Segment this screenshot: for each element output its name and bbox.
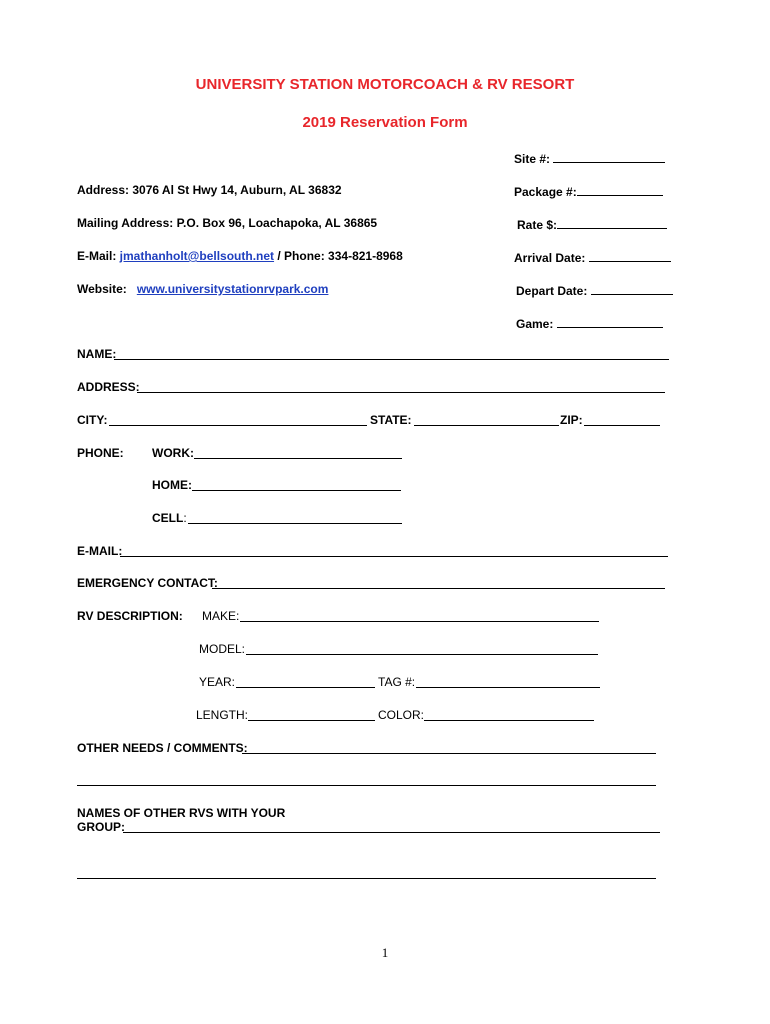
name-label: NAME: [77,347,117,361]
package-field [514,183,663,199]
model-label: MODEL: [199,642,246,656]
form-subtitle: 2019 Reservation Form [302,114,468,131]
page-number: 1 [381,945,389,960]
year-label: YEAR: [199,675,236,689]
tag-input[interactable] [416,687,600,688]
year-input[interactable] [236,687,375,688]
rate-field [517,216,667,232]
work-phone-input[interactable] [194,458,402,459]
mailing-address: Mailing Address: P.O. Box 96, Loachapoka, AL 36865 [77,216,378,230]
email-label: E-Mail: [77,249,120,263]
site-field [514,150,665,166]
site-input[interactable] [553,150,665,163]
home-phone-input[interactable] [192,490,401,491]
rv-description-label: RV DESCRIPTION: [77,609,183,623]
zip-input[interactable] [584,425,660,426]
package-input[interactable] [577,183,663,196]
game-field [516,315,663,331]
city-label: CITY: [77,413,108,427]
state-input[interactable] [414,425,559,426]
address-label: ADDRESS: [77,380,140,394]
arrival-date-input[interactable] [589,249,671,262]
email-input[interactable] [120,556,668,557]
name-input[interactable] [114,359,669,360]
other-needs-input-line-2[interactable] [77,785,656,786]
package-label: Package #: [514,185,577,199]
website-link[interactable]: www.universitystationrvpark.com [136,282,329,296]
zip-label: ZIP: [560,413,583,427]
game-input[interactable] [557,315,663,328]
phone-label: PHONE: [77,446,124,460]
depart-date-field [516,282,673,298]
make-label: MAKE: [202,609,240,623]
color-label: COLOR: [378,708,425,722]
email-field-label: E-MAIL: [77,544,123,558]
color-input[interactable] [424,720,594,721]
group-label: GROUP: [77,820,125,834]
work-label: WORK: [152,446,194,460]
game-label: Game: [516,317,554,331]
length-label: LENGTH: [196,708,249,722]
emergency-contact-input[interactable] [212,588,665,589]
make-input[interactable] [240,621,599,622]
cell-label: CELL: [152,511,187,525]
city-input[interactable] [109,425,367,426]
arrival-date-field [514,249,671,265]
cell-phone-input[interactable] [188,523,402,524]
email-phone-line [77,249,403,263]
website-label: Website: [77,282,127,296]
address-input[interactable] [137,392,665,393]
arrival-date-label: Arrival Date: [514,251,586,265]
phone-text: / Phone: 334-821-8968 [274,249,403,263]
emergency-contact-label: EMERGENCY CONTACT: [77,576,218,590]
length-input[interactable] [248,720,375,721]
home-label: HOME: [152,478,192,492]
other-needs-input[interactable] [242,753,656,754]
email-link[interactable]: jmathanholt@bellsouth.net [119,249,275,263]
rate-input[interactable] [557,216,667,229]
depart-date-label: Depart Date: [516,284,588,298]
model-input[interactable] [246,654,598,655]
site-label: Site #: [514,152,551,166]
depart-date-input[interactable] [591,282,673,295]
state-label: STATE: [370,413,412,427]
tag-label: TAG #: [378,675,416,689]
other-needs-label: OTHER NEEDS / COMMENTS: [77,741,248,755]
website-line [77,282,328,296]
other-rvs-label: NAMES OF OTHER RVS WITH YOUR [77,806,286,820]
other-rvs-input[interactable] [123,832,660,833]
resort-address: Address: 3076 Al St Hwy 14, Auburn, AL 36832 [77,183,342,197]
other-rvs-input-line-2[interactable] [77,878,656,879]
rate-label: Rate $: [517,218,558,232]
page-title: UNIVERSITY STATION MOTORCOACH & RV RESORT [195,76,575,93]
